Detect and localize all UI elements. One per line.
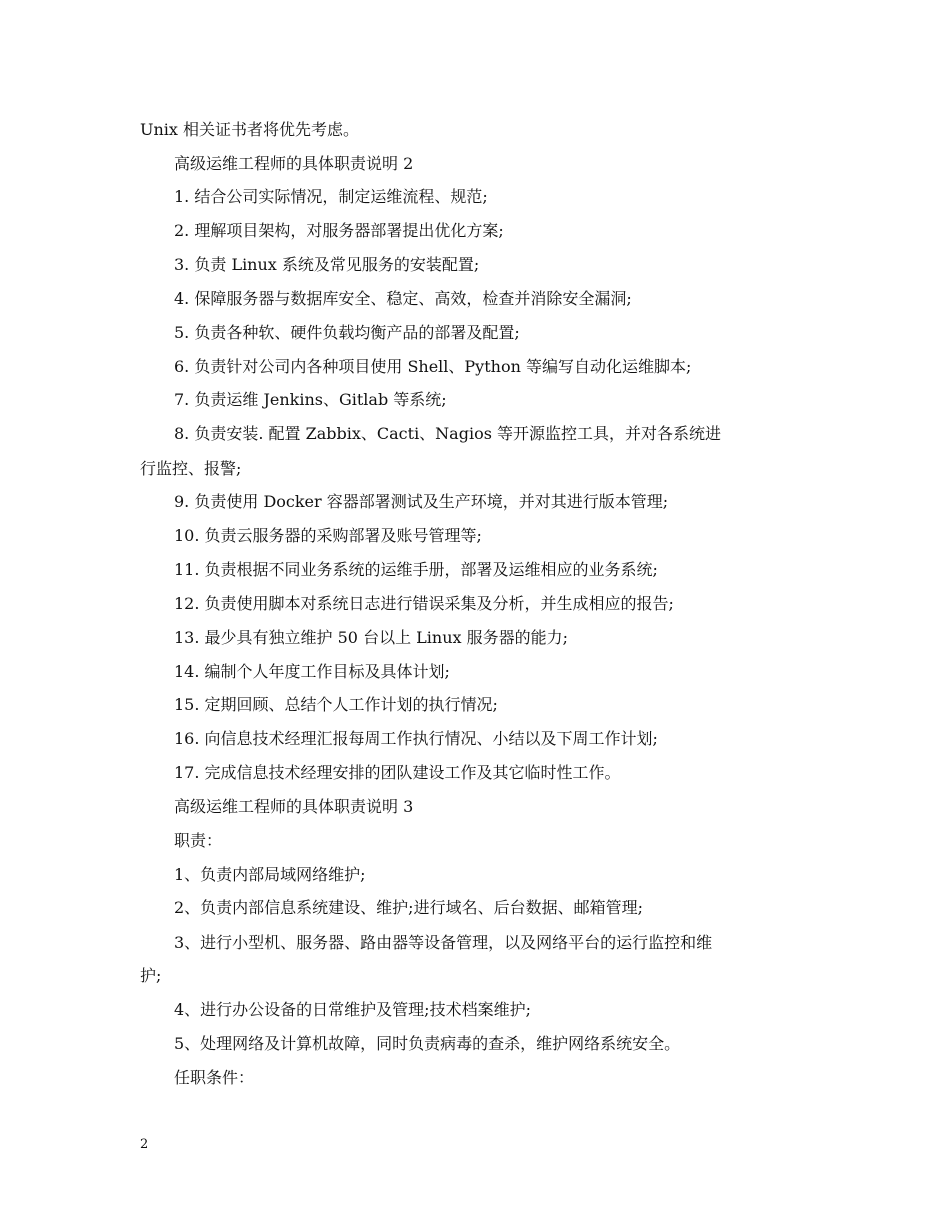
section-heading: 高级运维工程师的具体职责说明 3 — [174, 797, 414, 816]
list-item: 2. 理解项目架构，对服务器部署提出优化方案; — [174, 221, 504, 240]
list-item: 13. 最少具有独立维护 50 台以上 Linux 服务器的能力; — [174, 628, 569, 647]
list-item: 3、进行小型机、服务器、路由器等设备管理，以及网络平台的运行监控和维 — [174, 933, 713, 952]
list-item: 15. 定期回顾、总结个人工作计划的执行情况; — [174, 695, 498, 714]
list-item: 9. 负责使用 Docker 容器部署测试及生产环境，并对其进行版本管理; — [174, 492, 669, 511]
list-item: 5、处理网络及计算机故障，同时负责病毒的查杀，维护网络系统安全。 — [174, 1034, 681, 1053]
list-item: 14. 编制个人年度工作目标及具体计划; — [174, 662, 450, 681]
list-item: 17. 完成信息技术经理安排的团队建设工作及其它临时性工作。 — [174, 763, 621, 782]
list-item: 6. 负责针对公司内各种项目使用 Shell、Python 等编写自动化运维脚本; — [174, 357, 692, 376]
list-item: 11. 负责根据不同业务系统的运维手册，部署及运维相应的业务系统; — [174, 560, 658, 579]
list-item-continuation: 护; — [140, 966, 162, 985]
list-item: 4、进行办公设备的日常维护及管理;技术档案维护; — [174, 1000, 531, 1019]
page-number: 2 — [140, 1137, 149, 1152]
subheading: 任职条件： — [174, 1068, 255, 1087]
list-item: 2、负责内部信息系统建设、维护;进行域名、后台数据、邮箱管理; — [174, 898, 643, 917]
section-heading: 高级运维工程师的具体职责说明 2 — [174, 154, 414, 173]
list-item: 3. 负责 Linux 系统及常见服务的安装配置; — [174, 255, 480, 274]
subheading: 职责： — [174, 831, 223, 850]
list-item: 10. 负责云服务器的采购部署及账号管理等; — [174, 526, 482, 545]
list-item: 12. 负责使用脚本对系统日志进行错误采集及分析，并生成相应的报告; — [174, 594, 674, 613]
text-line: Unix 相关证书者将优先考虑。 — [140, 120, 360, 139]
list-item-continuation: 行监控、报警; — [140, 459, 242, 478]
list-item: 16. 向信息技术经理汇报每周工作执行情况、小结以及下周工作计划; — [174, 729, 658, 748]
list-item: 4. 保障服务器与数据库安全、稳定、高效，检查并消除安全漏洞; — [174, 289, 632, 308]
list-item: 5. 负责各种软、硬件负载均衡产品的部署及配置; — [174, 323, 520, 342]
list-item: 7. 负责运维 Jenkins、Gitlab 等系统; — [174, 390, 447, 409]
list-item: 1、负责内部局域网络维护; — [174, 865, 366, 884]
list-item: 1. 结合公司实际情况，制定运维流程、规范; — [174, 187, 488, 206]
list-item: 8. 负责安装. 配置 Zabbix、Cacti、Nagios 等开源监控工具，并对各系统进 — [174, 424, 722, 443]
